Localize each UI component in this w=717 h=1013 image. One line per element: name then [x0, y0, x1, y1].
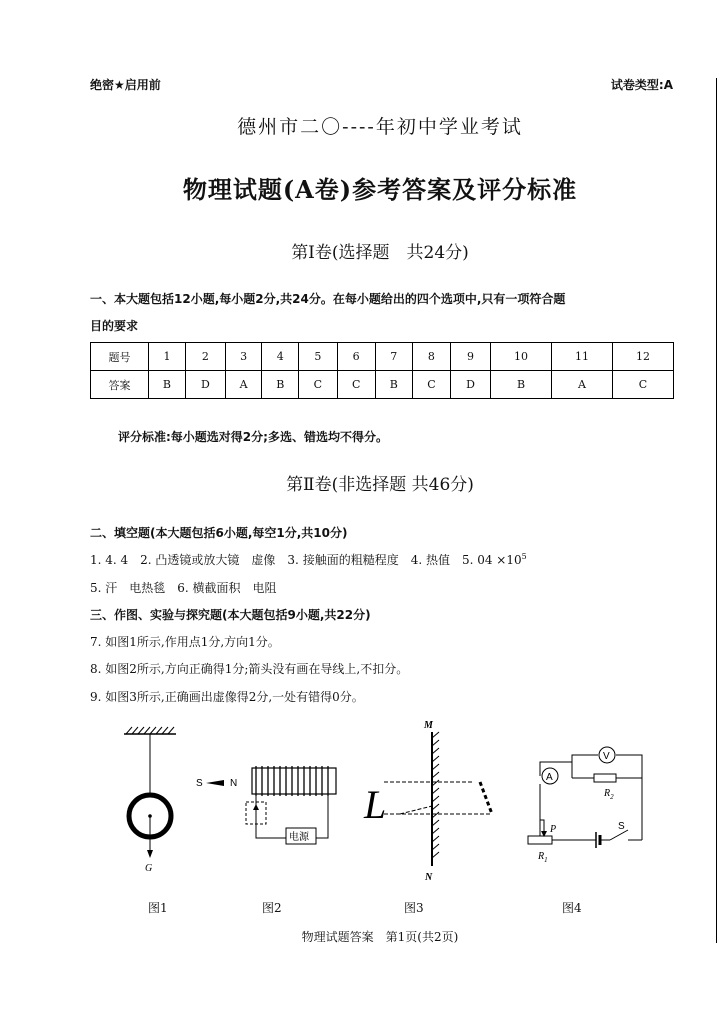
answer-cell: B: [149, 371, 186, 399]
object-letter-l: L: [364, 782, 387, 827]
row-label-answer: 答案: [91, 371, 149, 399]
power-source-label: 电源: [289, 832, 309, 843]
mirror-label-m: M: [424, 720, 433, 731]
figure1-diagram: [118, 724, 188, 884]
part2-title: 第Ⅱ卷(非选择题 共46分): [286, 475, 474, 495]
question-number: 2: [185, 343, 225, 371]
figure4-diagram: [520, 740, 650, 870]
confidential-label: 绝密★启用前: [90, 78, 161, 92]
section3-title: 三、作图、实验与探究题(本大题包括9小题,共22分): [90, 608, 371, 622]
answer-cell: C: [612, 371, 673, 399]
paper-type-label: 试卷类型:A: [610, 78, 673, 92]
resistor-r2-label: $R_2$: [604, 788, 614, 801]
figure2-caption: 图2: [262, 901, 282, 915]
question-number: 10: [491, 343, 552, 371]
section1-title-line1: 一、本大题包括12小题,每小题2分,共24分。在每小题给出的四个选项中,只有一项符合题: [90, 292, 566, 306]
answer-cell: B: [491, 371, 552, 399]
figure2-diagram: [192, 756, 342, 851]
ammeter-label: A: [546, 772, 553, 783]
answer-7: 7. 如图1所示,作用点1分,方向1分。: [90, 635, 280, 649]
section2-title: 二、填空题(本大题包括6小题,每空1分,共10分): [90, 526, 348, 540]
question-number: 5: [299, 343, 337, 371]
figure4-caption: 图4: [562, 901, 582, 915]
exponent: 5: [521, 552, 527, 561]
section2-answer-line2: 5. 汗 电热毯 6. 横截面积 电阻: [90, 581, 277, 595]
question-number: 9: [451, 343, 491, 371]
figure3-diagram: [362, 714, 507, 884]
slider-p-label: P: [550, 824, 557, 835]
question-number: 6: [337, 343, 375, 371]
switch-s-label: S: [618, 821, 625, 832]
main-title: 物理试题(A卷)参考答案及评分标准: [182, 175, 578, 204]
answer-cell: C: [299, 371, 337, 399]
figure3-caption: 图3: [404, 901, 424, 915]
answer-cell: B: [262, 371, 299, 399]
figure1-caption: 图1: [148, 901, 168, 915]
force-label-g: G: [145, 863, 153, 874]
question-number: 7: [375, 343, 412, 371]
row-label-question: 题号: [91, 343, 149, 371]
answer-cell: A: [551, 371, 612, 399]
table-row-answers: [91, 371, 674, 399]
answer-8: 8. 如图2所示,方向正确得1分;箭头没有画在导线上,不扣分。: [90, 662, 409, 676]
mirror-label-n: N: [425, 872, 433, 883]
answer-cell: A: [225, 371, 261, 399]
question-number: 4: [262, 343, 299, 371]
scoring-note: 评分标准:每小题选对得2分;多选、错选均不得分。: [118, 430, 388, 444]
answer-cell: D: [185, 371, 225, 399]
answer-9: 9. 如图3所示,正确画出虚像得2分,一处有错得0分。: [90, 690, 364, 704]
exam-title: 德州市二〇----年初中学业考试: [237, 116, 523, 138]
question-number: 1: [149, 343, 186, 371]
compass-s-label: S: [196, 778, 203, 789]
answer-table: [90, 342, 674, 399]
compass-n-label: N: [230, 778, 238, 789]
answer-cell: D: [451, 371, 491, 399]
voltmeter-label: V: [603, 751, 610, 762]
question-number: 8: [412, 343, 450, 371]
question-number: 12: [612, 343, 673, 371]
answer-cell: C: [412, 371, 450, 399]
part1-title: 第Ⅰ卷(选择题 共24分): [291, 243, 469, 263]
answer-cell: C: [337, 371, 375, 399]
section2-answer-text: 1. 4. 4 2. 凸透镜或放大镜 虚像 3. 接触面的粗糙程度 4. 热值 5. 04 ×10: [90, 553, 522, 567]
question-number: 3: [225, 343, 261, 371]
page-footer: 物理试题答案 第1页(共2页): [301, 930, 459, 944]
section2-answer-line1: [90, 551, 527, 568]
question-number: 11: [551, 343, 612, 371]
answer-cell: B: [375, 371, 412, 399]
section1-title-line2: 目的要求: [90, 319, 139, 333]
resistor-r1-label: $R_1$: [538, 851, 548, 864]
table-row-questions: [91, 343, 674, 371]
